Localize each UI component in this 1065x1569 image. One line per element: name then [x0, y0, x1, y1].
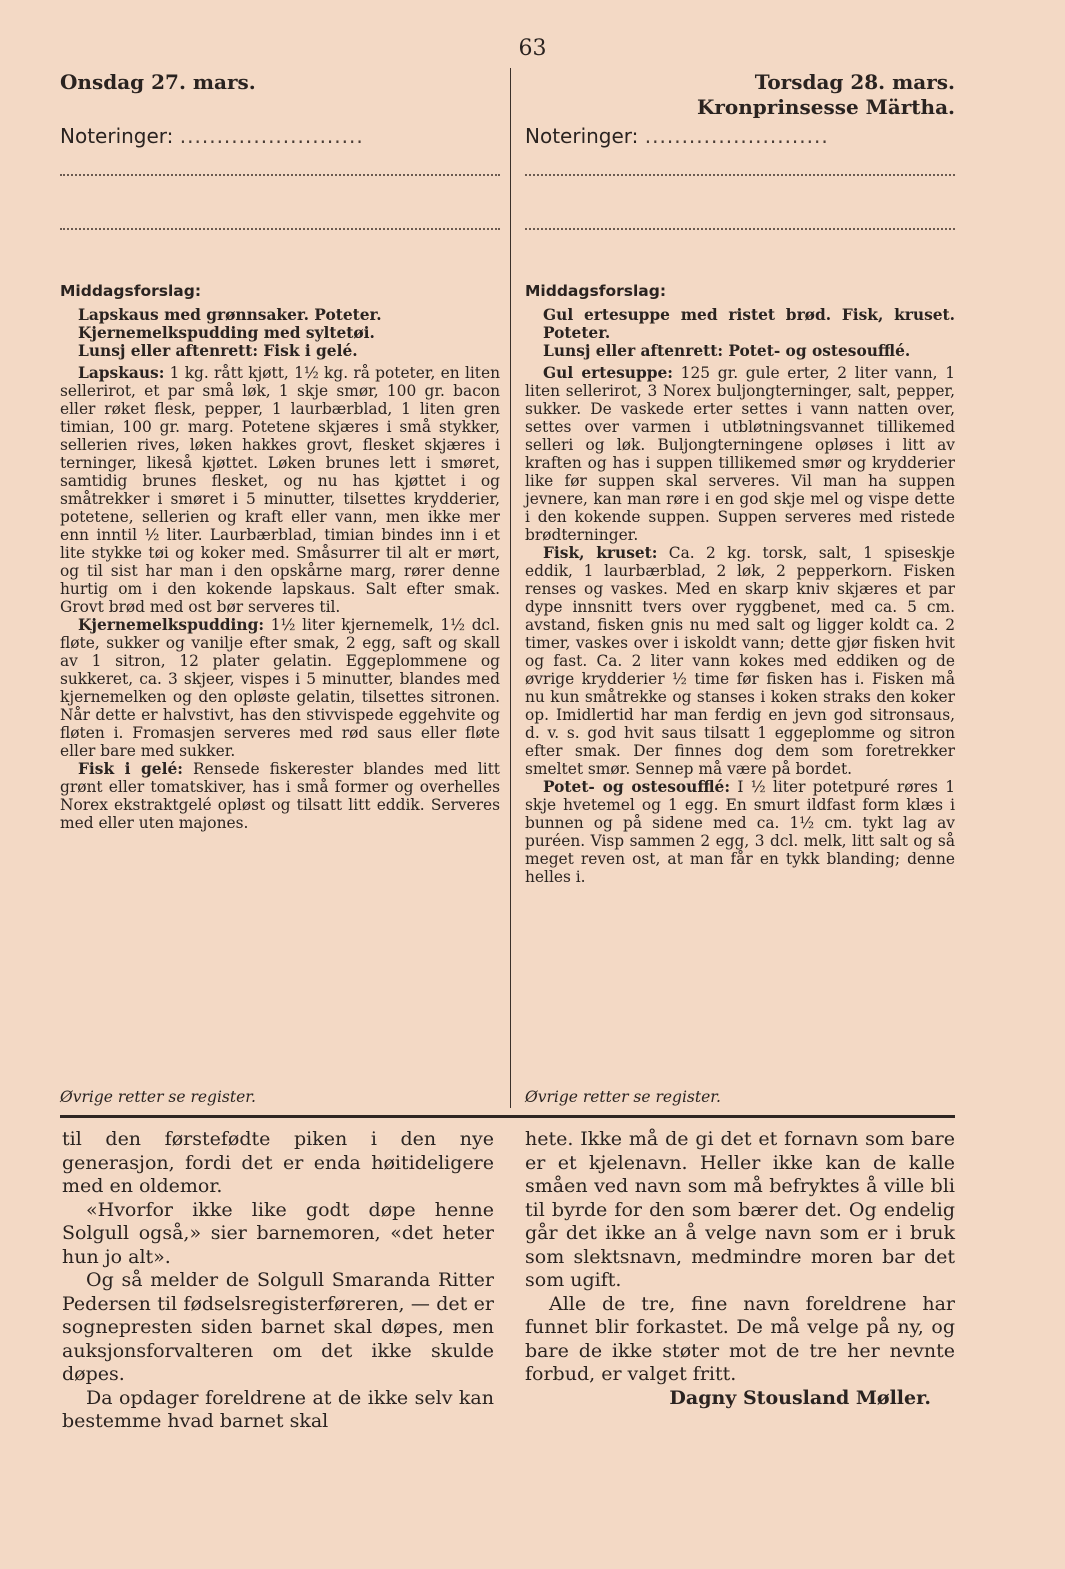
notes-row — [60, 124, 500, 174]
notes-label: Noteringer: — [525, 124, 639, 148]
recipe-heading: Lapskaus: — [78, 364, 165, 382]
recipe-text: Rensede fiskerester blandes med litt grønt eller tomatskiver, has i små former og overhelles Norex ekstraktgelé opløst og tilsatt litt eddik. Serveres med eller uten majones. — [60, 760, 500, 832]
recipe-heading: Kjernemelkspudding: — [78, 616, 265, 634]
recipe-heading: Fisk i gelé: — [78, 760, 183, 778]
dotted-line — [60, 228, 500, 230]
story-paragraph: Da opdager foreldrene at de ikke selv kan bestemme hvad barnet skal — [62, 1386, 494, 1432]
notes-dots: ......................... — [644, 124, 829, 148]
notes-label: Noteringer: — [60, 124, 174, 148]
story-left-column — [62, 1128, 494, 1434]
story-paragraph: «Hvorfor ikke like godt døpe henne Solgull også,» sier barnemoren, «det heter hun jo alt». — [62, 1198, 494, 1268]
column-divider — [510, 68, 511, 1108]
dotted-line — [525, 174, 955, 176]
recipe-paragraph — [60, 616, 500, 760]
story-paragraph: Alle de tre, fine navn foreldrene har funnet blir forkastet. De må velge på ny, og bare de ikke støter mot de tre her nevnte forbud, er valget fritt. — [525, 1292, 955, 1385]
notes-row — [525, 124, 955, 174]
recipe-text: Ca. 2 kg. torsk, salt, 1 spiseskje eddik, 1 laurbærblad, 2 løk, 2 pepperkorn. Fisken renses og vaskes. Med en skarp kniv skjæres et par dype innsnitt tvers over ryggbenet, med ca. 5 cm. avstand, fisken gnis nu med salt og ligger koldt ca. 2 timer, vaskes over i iskoldt vann; dette gjør fisken hvit og fast. Ca. 2 liter vann kokes med eddiken og de øvrige krydderier ½ time før fisken has i. Fisken må nu kun småtrekke og stanses i koken straks den koker op. Imidlertid har man ferdig en jevn god sitronsaus, d. v. s. god hvit saus tilsatt 1 eggeplomme og sitron efter smak. Der finnes dog dem som foretrekker smeltet smør. Sennep må være på bordet. — [525, 544, 956, 778]
recipe-text: 125 gr. gule erter, 2 liter vann, 1 liten sellerirot, 3 Norex buljongterninger, salt, pepper, sukker. De vaskede erter settes i vann natten over, settes over varmen i utbløtningsvannet tillikemed selleri og løk. Buljongterningene opløses i litt av kraften og has i suppen tillikemed smør og krydderier like før suppen skal serveres. Vil man ha suppen jevnere, kan man røre i en god skje mel og vispe dette i den kokende suppen. Suppen serveres med ristede brødterninger. — [525, 364, 955, 544]
recipe-paragraph — [60, 760, 500, 832]
recipe-heading: Gul ertesuppe: — [543, 364, 673, 382]
date-heading — [60, 70, 500, 122]
date-heading — [525, 70, 955, 122]
menu-line: Gul ertesuppe med ristet brød. Fisk, kruset. Poteter. — [543, 306, 955, 342]
recipe-paragraph — [525, 364, 955, 544]
recipe-text: 1½ liter kjernemelk, 1½ dcl. fløte, sukker og vanilje efter smak, 2 egg, saft og skall av 1 sitron, 12 plater gelatin. Eggeplommene og sukkeret, ca. 3 skjeer, vispes i 5 minutter, blandes med kjernemelken og den opløste gelatin, tilsettes sitronen. Når dette er halvstivt, has den stivvispede eggehvite og fløten i. Fromasjen serveres med rød saus eller fløte eller bare med sukker. — [60, 616, 500, 760]
menu-line: Lapskaus med grønnsaker. Poteter. — [78, 306, 382, 324]
recipe-text: I ½ liter potetpuré røres 1 skje hvetemel og 1 egg. En smurt ildfast form klæs i bunnen og på sidene med ca. 1½ cm. tykt lag av puréen. Visp sammen 2 egg, 3 dcl. melk, litt salt og så meget reven ost, at man får en tykk blanding; denne helles i. — [525, 778, 955, 886]
story-paragraph: Og så melder de Solgull Smaranda Ritter Pedersen til fødselsregisterføreren, — det er sognepresten siden barnet skal døpes, men auksjonsforvalteren om det ikke skulde døpes. — [62, 1269, 494, 1385]
menu-line: Lunsj eller aftenrett: Potet- og ostesoufflé. — [543, 342, 911, 360]
recipe-text: 1 kg. rått kjøtt, 1½ kg. rå poteter, en liten sellerirot, et par små løk, 1 skje smør, 100 gr. bacon eller røket flesk, pepper, 1 laurbærblad, 1 liten gren timian, 100 gr. marg. Potetene skjæres i små stykker, sellerien rives, løken hakkes grovt, flesket skjæres i terninger, likeså kjøttet. Løken brunes lett i smøret, samtidig brunes flesket, og nu has kjøttet i og småtrekker i smøret i 5 minutter, tilsettes krydderier, potetene, sellerien og kraft eller vann, men ikke mer enn inntil ½ liter. Laurbærblad, timian bindes inn i et lite stykke tøi og koker med. Småsurrer til alt er mørt, og til sist har man i den opskårne marg, rører denne hurtig om i den kokende lapskaus. Salt efter smak. Grovt brød med ost bør serveres til. — [60, 364, 500, 616]
story-right-column — [525, 1128, 955, 1410]
story-paragraph: hete. Ikke må de gi det et fornavn som bare er et kjelenavn. Heller ikke kan de kalle småen ved navn som må befryktes å ville bli til byrde for den som bærer det. Og endelig går det ikke an å velge navn som er i bruk som slektsnavn, medmindre moren bar det som ugift. — [525, 1128, 955, 1291]
recipe-body — [60, 364, 500, 832]
menu-label: Middagsforslag: — [60, 282, 202, 300]
left-column — [60, 70, 500, 832]
register-note: Øvrige retter se register. — [525, 1088, 721, 1106]
name-day-text: Kronprinsesse Märtha. — [697, 95, 955, 119]
page-number: 63 — [518, 36, 547, 61]
right-column — [525, 70, 955, 886]
recipe-paragraph — [60, 364, 500, 616]
menu-line: Lunsj eller aftenrett: Fisk i gelé. — [78, 342, 358, 360]
menu-list — [525, 306, 955, 360]
dotted-line — [60, 174, 500, 176]
recipe-body — [525, 364, 955, 886]
date-text: Onsdag 27. mars. — [60, 70, 256, 94]
story-paragraph: til den førstefødte piken i den nye generasjon, fordi det er enda høitideligere med en oldemor. — [62, 1128, 494, 1197]
date-text: Torsdag 28. mars. — [754, 70, 955, 94]
dotted-line — [525, 228, 955, 230]
menu-list — [60, 306, 500, 360]
recipe-heading: Fisk, kruset: — [543, 544, 658, 562]
author-signature: Dagny Stousland Møller. — [669, 1386, 931, 1409]
recipe-paragraph — [525, 544, 955, 778]
register-note: Øvrige retter se register. — [60, 1088, 256, 1106]
notes-dots: ......................... — [179, 124, 364, 148]
menu-line: Kjernemelkspudding med syltetøi. — [78, 324, 375, 342]
recipe-paragraph — [525, 778, 955, 886]
menu-label: Middagsforslag: — [525, 282, 667, 300]
section-divider — [60, 1115, 955, 1118]
recipe-heading: Potet- og ostesoufflé: — [543, 778, 731, 796]
